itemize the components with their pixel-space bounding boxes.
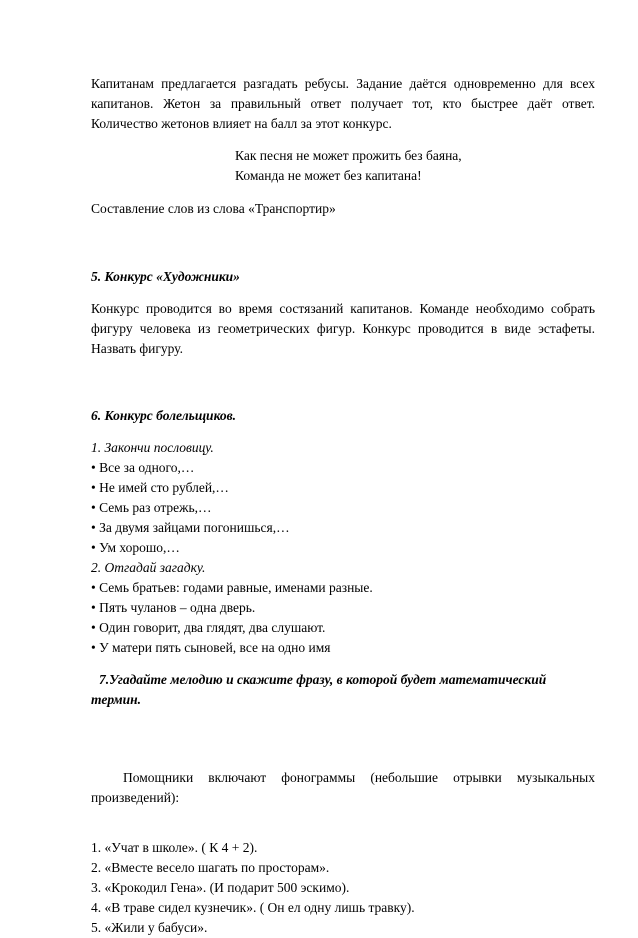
list-item: • За двумя зайцами погонишься,… <box>91 518 595 538</box>
contest-6-heading: 6. Конкурс болельщиков. <box>91 408 237 423</box>
list-item: 1. «Учат в школе». ( К 4 + 2). <box>91 840 258 855</box>
contest-5-heading: 5. Конкурс «Художники» <box>91 269 240 284</box>
list-item: • Ум хорошо,… <box>91 538 595 558</box>
list-item: • Один говорит, два глядят, два слушают. <box>91 618 595 638</box>
list-item: • Семь братьев: годами равные, именами разные. <box>91 578 595 598</box>
songs-list <box>91 838 595 938</box>
list-item: • У матери пять сыновей, все на одно имя <box>91 638 595 658</box>
captains-quote <box>235 146 595 186</box>
riddles-list <box>91 578 595 658</box>
quote-line: Как песня не может прожить без баяна, <box>235 148 462 163</box>
list-item: 4. «В траве сидел кузнечик». ( Он ел одну лишь травку). <box>91 900 415 915</box>
contest-7-heading: 7.Угадайте мелодию и скажите фразу, в которой будет математический термин. <box>91 672 547 707</box>
document-body <box>91 74 595 938</box>
riddles-subheading: 2. Отгадай загадку. <box>91 560 206 575</box>
captains-intro: Капитанам предлагается разгадать ребусы. Задание даётся одновременно для всех капитанов. Жетон за правильный ответ получает тот, кто быстрее даёт ответ. Количество жетонов влияет на балл за этот конкурс. <box>91 76 595 131</box>
contest-5-text: Конкурс проводится во время состязаний капитанов. Команде необходимо собрать фигуру человека из геометрических фигур. Конкурс проводится в виде эстафеты. Назвать фигуру. <box>91 301 595 356</box>
list-item: • Не имей сто рублей,… <box>91 478 595 498</box>
list-item: 5. «Жили у бабуси». <box>91 920 208 935</box>
captains-task: Составление слов из слова «Транспортир» <box>91 201 336 216</box>
list-item: • Пять чуланов – одна дверь. <box>91 598 595 618</box>
list-item: 2. «Вместе весело шагать по просторам». <box>91 860 330 875</box>
quote-line: Команда не может без капитана! <box>235 168 422 183</box>
proverbs-subheading: 1. Закончи пословицу. <box>91 440 214 455</box>
list-item: • Все за одного,… <box>91 458 595 478</box>
list-item: 3. «Крокодил Гена». (И подарит 500 эскимо). <box>91 880 350 895</box>
list-item: • Семь раз отрежь,… <box>91 498 595 518</box>
contest-7-text: Помощники включают фонограммы (небольшие отрывки музыкальных произведений): <box>91 770 595 805</box>
proverbs-list <box>91 458 595 558</box>
